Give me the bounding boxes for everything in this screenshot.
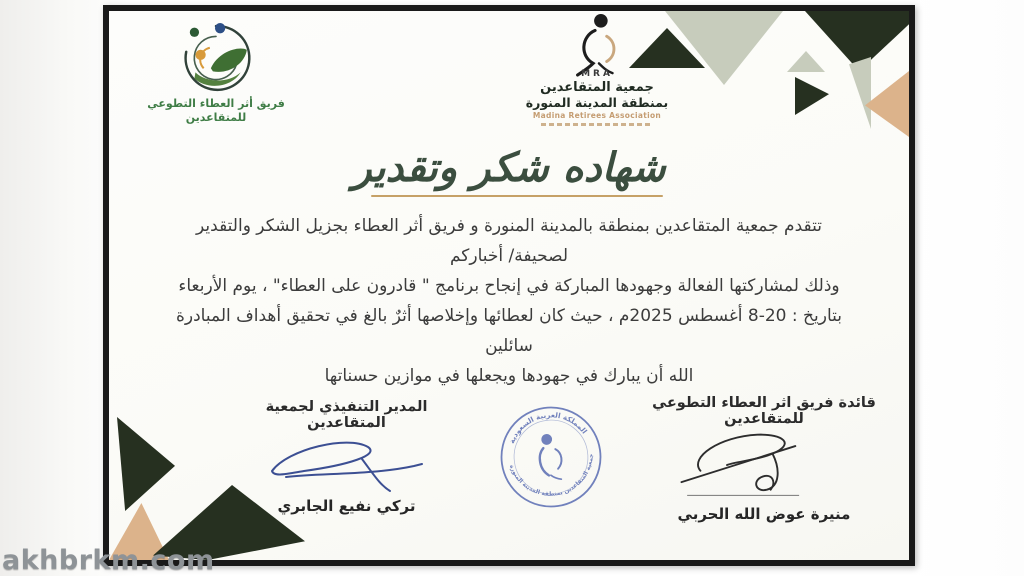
association-figure-icon <box>509 13 685 77</box>
site-watermark: akhbrkm.com <box>2 545 215 576</box>
corner-triangle-decoration <box>795 77 829 115</box>
signature-ink-right-icon <box>649 429 879 503</box>
signature-name-right: منيرة عوض الله الحربي <box>677 505 851 523</box>
title-block <box>109 145 909 197</box>
signature-name-left: تركي نفيع الجابري <box>277 497 416 515</box>
corner-triangle-decoration <box>117 417 175 511</box>
certificate-title: شهاده شكر وتقدير <box>352 145 666 191</box>
signature-block-executive-director <box>239 399 454 515</box>
association-name-ar-line2: بمنطقة المدينة المنورة <box>525 95 669 110</box>
corner-triangle-decoration <box>849 57 871 129</box>
association-name-ar-line1: جمعية المتقاعدين <box>540 80 654 95</box>
signature-block-team-leader <box>649 395 879 523</box>
association-stamp <box>497 403 605 511</box>
corner-triangle-decoration <box>787 51 825 72</box>
corner-triangle-decoration <box>865 71 909 137</box>
body-line-5: الله أن يبارك في جهودها ويجعلها في موازين حسناتها <box>324 366 694 386</box>
association-acronym: MRA <box>581 69 613 79</box>
signature-title-right: قائدة فريق اثر العطاء التطوعي للمتقاعدين <box>652 395 876 427</box>
stamp-figure-icon <box>536 432 564 481</box>
team-orbit-leaf-icon <box>116 21 316 95</box>
body-line-3: وذلك لمشاركتها الفعالة وجهودها المباركة في إنجاح برنامج " قادرون على العطاء" ، يوم الأربعاء <box>178 276 840 296</box>
team-name-line1: فريق أثر العطاء التطوعي <box>147 97 285 110</box>
body-line-2: لصحيفة/ أخباركم <box>449 246 569 266</box>
certificate <box>103 5 915 566</box>
association-logo <box>509 13 685 126</box>
body-line-4: بتاريخ : 20-8 أغسطس 2025م ، حيث كان لعطائها وإخلاصها أثرٌ بالغ في تحقيق أهداف المبادرة سائلين <box>176 306 842 356</box>
team-name-line2: للمتقاعدين <box>185 111 247 124</box>
signature-ink-left-icon <box>239 433 454 495</box>
title-underline <box>371 195 663 197</box>
stamp-arc-top-text: المملكة العربية السعودية <box>507 410 590 445</box>
association-name-en: Madina Retirees Association <box>532 111 662 120</box>
stamp-arc-bottom-text: جمعية المتقاعدين بمنطقة المدينة المنورة <box>508 453 595 498</box>
association-fineprint-line <box>541 123 653 126</box>
team-logo <box>116 21 316 125</box>
signature-title-left: المدير التنفيذي لجمعية المتقاعدين <box>265 399 428 431</box>
certificate-body <box>164 211 854 391</box>
body-line-1: تتقدم جمعية المتقاعدين بمنطقة بالمدينة المنورة و فريق أثر العطاء بجزيل الشكر والتقدير <box>196 216 822 236</box>
